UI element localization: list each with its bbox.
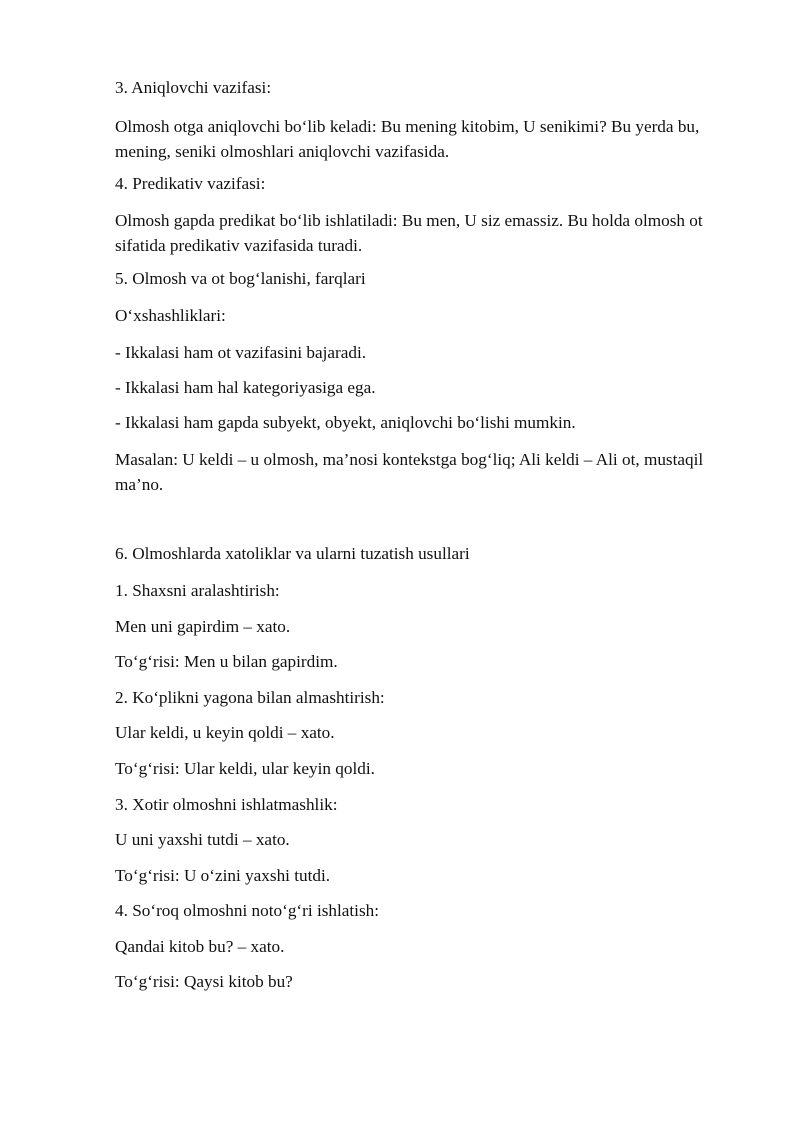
example-correct: To‘g‘risi: Men u bilan gapirdim. bbox=[115, 652, 338, 671]
example-correct: To‘g‘risi: U o‘zini yaxshi tutdi. bbox=[115, 866, 331, 885]
paragraph: Olmosh otga aniqlovchi bo‘lib keladi: Bu mening kitobim, U senikimi? Bu yerda bu, mening, seniki olmoshlari aniqlovchi vazifasida. bbox=[115, 117, 700, 161]
paragraph: Olmosh gapda predikat bo‘lib ishlatiladi: Bu men, U siz emassiz. Bu holda olmosh ot sifatida predikativ vazifasida turadi. bbox=[115, 211, 703, 255]
example-wrong: Qandai kitob bu? – xato. bbox=[115, 937, 285, 956]
subheading: 3. Xotir olmoshni ishlatmashlik: bbox=[115, 795, 338, 814]
example-wrong: U uni yaxshi tutdi – xato. bbox=[115, 830, 290, 849]
subheading: 2. Ko‘plikni yagona bilan almashtirish: bbox=[115, 688, 385, 707]
example-correct: To‘g‘risi: Qaysi kitob bu? bbox=[115, 972, 293, 991]
example-correct: To‘g‘risi: Ular keldi, ular keyin qoldi. bbox=[115, 759, 375, 778]
section-heading: 5. Olmosh va ot bog‘lanishi, farqlari bbox=[115, 269, 366, 288]
section-heading: 3. Aniqlovchi vazifasi: bbox=[115, 78, 272, 97]
example-wrong: Men uni gapirdim – xato. bbox=[115, 617, 291, 636]
section-heading: 4. Predikativ vazifasi: bbox=[115, 174, 266, 193]
example-paragraph: Masalan: U keldi – u olmosh, ma’nosi kontekstga bog‘liq; Ali keldi – Ali ot, mustaqil ma’no. bbox=[115, 450, 704, 494]
subheading: O‘xshashliklari: bbox=[115, 306, 226, 325]
list-item: - Ikkalasi ham ot vazifasini bajaradi. bbox=[115, 343, 367, 362]
section-heading: 6. Olmoshlarda xatoliklar va ularni tuzatish usullari bbox=[115, 544, 470, 563]
list-item: - Ikkalasi ham hal kategoriyasiga ega. bbox=[115, 378, 376, 397]
subheading: 1. Shaxsni aralashtirish: bbox=[115, 581, 280, 600]
list-item: - Ikkalasi ham gapda subyekt, obyekt, aniqlovchi bo‘lishi mumkin. bbox=[115, 413, 576, 432]
example-wrong: Ular keldi, u keyin qoldi – xato. bbox=[115, 723, 335, 742]
subheading: 4. So‘roq olmoshni noto‘g‘ri ishlatish: bbox=[115, 901, 380, 920]
